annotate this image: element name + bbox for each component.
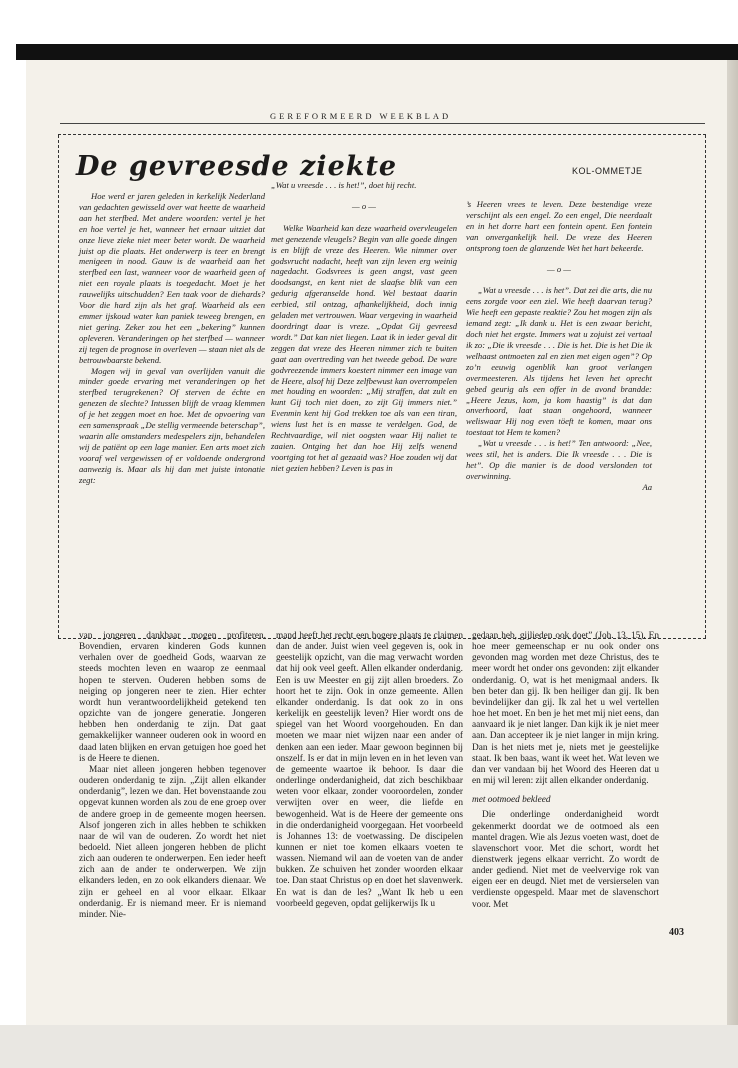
header-rule <box>60 123 705 124</box>
paragraph: „Wat u vreesde . . . is het!” Ten antwoord: „Nee, wees stil, het is anders. Die Ik vreesde . . . Die is het”. Op die manier is de dood verslonden tot overwinning. <box>466 438 652 481</box>
paragraph: Die onderlinge onderdanigheid wordt gekenmerkt doordat we de ootmoed als een mantel dragen. Wie als Jezus voeten wast, doet de slavenschort voor. Met die schort, wordt het dienstwerk jegens elkaar verricht. Zo wordt de ander gediend. Niet met de veelvervige rok van eigen eer en deugd. Niet met de versierselen van verdienste opgespeld. Maar met de slavenschort voor. Met <box>472 810 659 910</box>
paragraph: „Wat u vreesde . . . is het”. Dat zei die arts, die nu eens zorgde voor een ziel. Wie heeft daarvan terug? Wie heeft een gepaste reaktie? Zou het mogen zijn als iemand zegt: „Ik dank u. Het is een zwaar bericht, doch niet het ergste. Immers wat u zojuist zei vertaal ik zo: „Die ik vreesde . . . Die is het. Die is het Die ik welhaast ontmoeten zal en zien met eigen ogen”? Op zo’n eeuwig ogenblik kan groot verlangen overmeesteren. Als tijdens het leven het oprecht gebed geurig als een offer in de avond brandde: „Heere Jezus, kom, ja kom haastig” is dat dan onverhoord, laat staan ongehoord, wanneer weliswaar Hij nog even töeft te komen, maar ons toestaat tot Hem te komen? <box>466 285 652 438</box>
paragraph: Mogen wij in geval van overlijden vanuit die minder goede ervaring met veranderingen op het sterfbed terugrekenen? Of sterven de échte en genezen de slechte? Intussen blijft de vraag klemmen of je het zeggen moet en hoe. Met de opvoering van een samenspraak „De stellig vermeende beterschap”, waarin alle omstanders medespelers zijn, behandelen wij de patiënt op een lage manier. Een arts moet zich vooraf wel vergewissen of er voldoende ondergrond aanwezig is. Maar als hij dan met juiste intonatie zegt: <box>79 365 265 485</box>
top-margin <box>0 0 738 44</box>
paragraph: Maar niet alleen jongeren hebben tegenover ouderen onderdanig te zijn. „Zijt allen elkander onderdanig”, lezen we dan. Het bovenstaande zou opgevat kunnen worden als zou de ene groep over de andere groep in de gemeente mogen heersen. Alsof jongeren zich in alles hebben te schikken naar de wil van de ouderen. Zo wordt het niet bedoeld. Niet alleen jongeren hebben de plicht zich aan ouderen te onderwerpen. Een ieder heeft zich aan de ander te onderwerpen. We zijn elkanders leden, en zo ook elkanders dienaar. We zijn er geheel en al voor elkaar. Elkaar onderdanig. Er is niemand meer. Er is niemand minder. Nie- <box>79 764 266 920</box>
article-column-1 <box>79 191 265 485</box>
article-title: De gevreesde ziekte <box>76 151 398 182</box>
subheading: met ootmoed bekleed <box>472 795 551 806</box>
paragraph: „Wat u vreesde . . . is het!”, doet hij recht. <box>271 180 417 190</box>
lower-column-2 <box>276 631 463 910</box>
signature: Aa <box>642 481 652 492</box>
article-column-3 <box>466 199 652 493</box>
article-author: KOL-OMMETJE <box>572 166 643 176</box>
page-number: 403 <box>669 927 684 938</box>
paragraph: ’s Heeren vrees te leven. Deze bestendige vreze verschijnt als een engel. Zo een engel, Die neerdaalt en in het dorre hart een fontein opent. Een fontein van onvergankelijk heil. De vreze des Heeren ontsprong toen de glanzende Wet het hart bekeerde. <box>466 199 652 253</box>
article-column-2 <box>271 180 457 474</box>
running-head: GEREFORMEERD WEEKBLAD <box>270 111 452 121</box>
separator: — o — <box>352 200 376 211</box>
paragraph: gedaan heb, gijlieden ook doet” (Joh. 13, 15). En hoe meer gemeenschap er nu ook onder ons gevonden mag worden met deze Christus, des te meer wordt het onder ons gevonden: zijt elkander onderdanig. O, wat is het menigmaal anders. Ik ben beter dan gij. Ik ben heiliger dan gij. Ik ben bevindelijker dan gij. Ik zal het u wel vertellen hoe het moet. En ben je het met mij niet eens, dan aanvaard ik je niet langer. Dan kijk ik je niet meer aan. Dan accepteer ik je niet langer in mijn kring. Dan is het niets met je, niets met je geestelijke staat. Ik ben baas, want ik weet het. Wat leven we dan ver vandaan bij het Woord des Heeren dat u en mij wil leren: zijt allen elkander onderdanig. <box>472 631 659 787</box>
paragraph: Hoe werd er jaren geleden in kerkelijk Nederland van gedachten gewisseld over wat heette de waarheid aan het sterfbed. Met andere woorden: vertel je het en hoe vertel je het, wanneer het ernaar uitziet dat onze lieve zieke niet meer beter wordt. De waarheid juist op die plaats. Het onderwerp is teer en brengt menigeen in nood. Gauw is de waarheid aan het sterfbed een last, wanneer voor de waarheid geen of niet een royale plaats is toegedacht. Moet je het rauwelijks uitschudden? Een taak voor de diehards? Voor die hard zijn als het graf. Waarheid als een emmer ijskoud water kan paniek teweeg brengen, en niet gering. Zeker zou het een „bekering” kunnen opleveren. Veranderingen op het sterfbed — wanneer zij tegen de prognose in overleven — staan niet als de betrouwbaarste bekend. <box>79 191 265 365</box>
lower-column-3 <box>472 631 659 911</box>
paragraph: Welke Waarheid kan deze waarheid overvleugelen met genezende vleugels? Begin van alle goede dingen is en blijft de vreze des Heeren. Wie nimmer over godsvrucht nadacht, heeft van zijn leven erg weinig nagedacht. Godsvrees is geen angst, vast geen doodsangst, en kent niet de slaafse blik van een gedurig afgeranselde hond. Wel bestaat daarin eerbied, stil ontzag, afhankelijkheid, doch innig geladen met vertrouwen. Waar vergeving in waarheid doordringt daar is vreze. „Opdat Gij gevreesd wordt.” Dat kan niet liegen. Laat ik in ieder geval dit zeggen dat vreze des Heeren nimmer zich te buiten gaat aan overtreding van het tweede gebod. De ware godvreezende immers koestert nimmer een image van de Heere, alsof hij Deze zelfbewust kan overrompelen met houding en woorden: „Mij straffen, dat zult en kunt Gij toch niet doen, zo zijt Gij immers niet.” Evenmin kent hij God trekken toe als van een tiran, wiens lust het is en masse te verdelgen. God, de Rechtvaardige, wil niet oogsten waar Hij naliet te zaaien. Ontging het dan hoe Hij zelfs wenend voortging tot het al gezaaid was? Hoe zouden wij dat niet gezien hebben? Leven is pas in <box>271 222 457 473</box>
paragraph: van jongeren dankbaar mogen profiteren. Bovendien, ervaren kinderen Gods kunnen verhalen over de goedheid Gods, waarvan ze steeds mochten leven en waarop ze eenmaal hopen te sterven. Ouderen hebben soms de neiging op jongeren neer te zien. Hier echter wordt hun verantwoordelijkheid getekend ten opzichte van de jongere generatie. Jongeren hebben hen onderdanig te zijn. Dat gaat gemakkelijker wanneer ouderen ook in woord en daad laten blijken en ervan getuigen hoe goed het is de Heere te dienen. <box>79 631 266 764</box>
separator: — o — <box>547 263 571 274</box>
page-edge <box>727 60 738 1025</box>
binding-edge <box>16 44 738 60</box>
lower-column-1 <box>79 631 266 921</box>
paragraph: mand heeft het recht een hogere plaats te claimen dan de ander. Juist wien veel gegeven is, ook in geestelijk opzicht, van die mag verwacht worden dat hij ook veel geeft. Allen elkander onderdanig. Een is uw Meester en gij zijt allen broeders. Zo hoort het te zijn. Ook in onze gemeente. Allen elkander onderdanig. Is dat ook zo in ons kerkelijk en geestelijk leven? Hier wordt ons de spiegel van het Woord voorgehouden. En dan moeten we maar niet wijzen naar een ander of denken aan een ieder. Maar gewoon beginnen bij onszelf. Is er dat in mijn leven en in het leven van de gemeente waartoe ik behoor. Is daar die onderlinge onderdanigheid, dat zich beschikbaar weten voor elkaar, zonder vooroordelen, zonder verwijten over en weer, die liefde en bewogenheid. Wat is de Heere der gemeente ons in die onderdanigheid voorgegaan. Het voorbeeld is Johannes 13: de voetwassing. De discipelen kunnen er niet toe komen elkaars voeten te wassen. Niemand wil aan de voeten van de ander bukken. Ze schuiven het zonder woorden elkaar toe. Dan staat Christus op en doet het slavenwerk. En wat is dan de les? „Want Ik heb u een voorbeeld gegeven, opdat gelijkerwijs Ik u <box>276 631 463 909</box>
bottom-margin <box>0 1025 738 1068</box>
